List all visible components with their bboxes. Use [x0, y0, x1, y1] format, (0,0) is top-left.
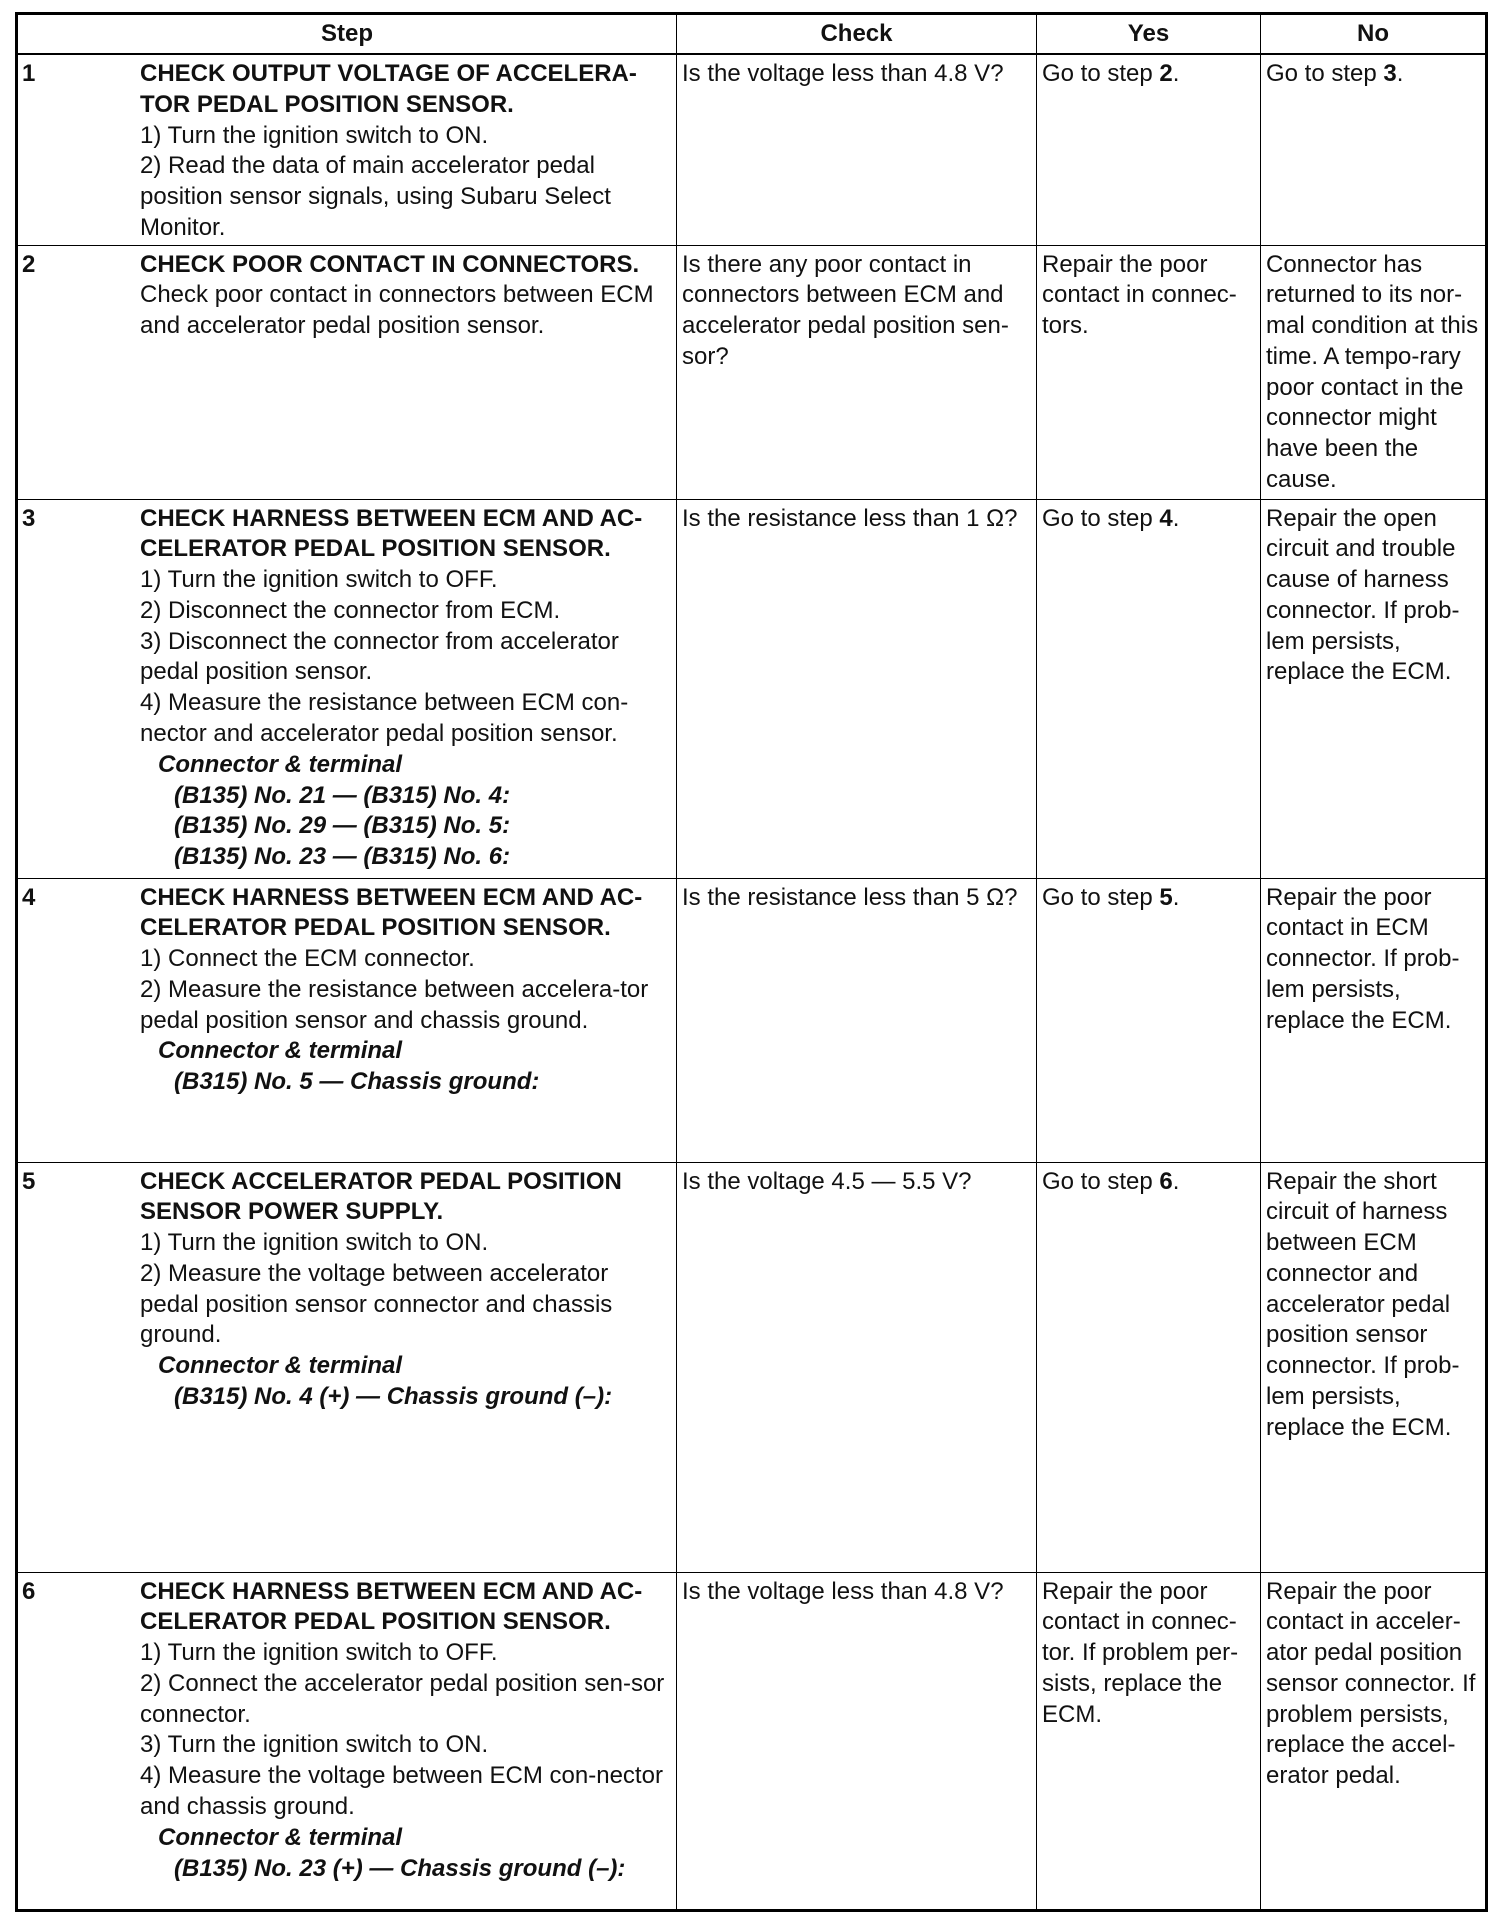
no-text: Repair the poor contact in acceler-ator pedal position sensor connector. If problem persists, replace the accel-erator pedal. [1266, 1577, 1476, 1790]
step-instruction: 1) Turn the ignition switch to OFF. [140, 1639, 498, 1667]
connector-value: (B135) No. 23 (+) — Chassis ground (–): [174, 1854, 626, 1882]
header-no: No [1261, 14, 1487, 55]
no-step-ref: 3 [1383, 60, 1397, 87]
yes-cell [1037, 499, 1261, 878]
table-row [17, 1162, 1487, 1572]
no-cell [1261, 1162, 1487, 1572]
step-title: CHECK HARNESS BETWEEN ECM AND AC-CELERATOR PEDAL POSITION SENSOR. [140, 504, 643, 563]
table-row [17, 1572, 1487, 1910]
check-cell [677, 54, 1037, 245]
yes-suffix: . [1172, 883, 1180, 911]
step-body [140, 1163, 676, 1572]
no-cell [1261, 499, 1487, 878]
yes-cell [1037, 1572, 1261, 1910]
yes-text: Go to step [1042, 1167, 1160, 1195]
yes-text: Repair the poor contact in connec-tors. [1042, 250, 1237, 340]
step-title: CHECK ACCELERATOR PEDAL POSITION SENSOR POWER SUPPLY. [140, 1167, 622, 1226]
yes-step-ref: 6 [1159, 1167, 1173, 1195]
no-text: Repair the open circuit and trouble cause of harness connector. If prob-lem persists, replace the ECM. [1266, 504, 1460, 686]
step-cell [17, 54, 677, 245]
no-suffix: . [1396, 60, 1404, 87]
yes-suffix: . [1172, 1167, 1180, 1195]
table-row [17, 54, 1487, 245]
connector-value: (B135) No. 29 — (B315) No. 5: [174, 812, 511, 840]
connector-value: (B315) No. 5 — Chassis ground: [174, 1068, 540, 1096]
yes-suffix: . [1172, 60, 1180, 87]
no-cell [1261, 54, 1487, 245]
step-title: CHECK OUTPUT VOLTAGE OF ACCELERA-TOR PEDAL POSITION SENSOR. [140, 60, 637, 118]
step-cell [17, 878, 677, 1162]
step-number: 3 [22, 504, 36, 532]
yes-suffix: . [1172, 504, 1180, 532]
step-number: 2 [22, 250, 36, 278]
step-instruction: 1) Turn the ignition switch to OFF. [140, 566, 498, 594]
no-text: Repair the poor contact in ECM connector. If prob-lem persists, replace the ECM. [1266, 883, 1460, 1034]
header-row [17, 14, 1487, 55]
table-row [17, 499, 1487, 878]
check-cell [677, 878, 1037, 1162]
yes-step-ref: 4 [1159, 504, 1173, 532]
step-cell [17, 1162, 677, 1572]
step-body [140, 55, 676, 245]
step-body [140, 500, 676, 878]
step-title: CHECK HARNESS BETWEEN ECM AND AC-CELERATOR PEDAL POSITION SENSOR. [140, 883, 643, 942]
check-text: Is the voltage less than 4.8 V? [682, 60, 1004, 87]
step-body [140, 1573, 676, 1909]
yes-cell [1037, 245, 1261, 499]
connector-label: Connector & terminal [158, 1352, 403, 1380]
step-number: 1 [22, 60, 36, 87]
step-instruction: 3) Turn the ignition switch to ON. [140, 1731, 489, 1759]
check-cell [677, 499, 1037, 878]
header-step: Step [17, 14, 677, 55]
step-instruction: 2) Measure the voltage between accelerator pedal position sensor connector and chassis ground. [140, 1259, 613, 1349]
connector-value: (B135) No. 23 — (B315) No. 6: [174, 843, 511, 871]
check-cell [677, 1572, 1037, 1910]
yes-cell [1037, 878, 1261, 1162]
step-instruction: 2) Disconnect the connector from ECM. [140, 596, 561, 624]
no-cell [1261, 878, 1487, 1162]
check-cell [677, 245, 1037, 499]
step-number: 6 [22, 1577, 36, 1605]
no-cell [1261, 245, 1487, 499]
connector-value: (B135) No. 21 — (B315) No. 4: [174, 781, 511, 809]
no-text: Repair the short circuit of harness between ECM connector and accelerator pedal position sensor connector. If prob-lem persists, replace the ECM. [1266, 1167, 1460, 1441]
yes-cell [1037, 1162, 1261, 1572]
step-instruction: 4) Measure the resistance between ECM con-nector and accelerator pedal position sensor. [140, 689, 629, 748]
step-instruction: 2) Read the data of main accelerator pedal position sensor signals, using Subaru Select Monitor. [140, 152, 611, 241]
yes-text: Go to step [1042, 504, 1160, 532]
step-cell [17, 499, 677, 878]
step-number: 4 [22, 883, 36, 911]
yes-step-ref: 2 [1159, 60, 1173, 87]
step-instruction: 1) Connect the ECM connector. [140, 945, 475, 973]
step-body [140, 246, 676, 499]
step-title: CHECK POOR CONTACT IN CONNECTORS. [140, 250, 640, 278]
step-body [140, 879, 676, 1162]
step-instruction: 3) Disconnect the connector from accelerator pedal position sensor. [140, 627, 619, 686]
step-cell [17, 245, 677, 499]
no-cell [1261, 1572, 1487, 1910]
no-text: Go to step [1266, 60, 1384, 87]
step-title: CHECK HARNESS BETWEEN ECM AND AC-CELERATOR PEDAL POSITION SENSOR. [140, 1577, 643, 1636]
step-instruction: 1) Turn the ignition switch to ON. [140, 1229, 489, 1257]
check-text: Is the voltage less than 4.8 V? [682, 1577, 1004, 1605]
connector-label: Connector & terminal [158, 1823, 403, 1851]
yes-text: Go to step [1042, 883, 1160, 911]
table-row [17, 878, 1487, 1162]
step-instruction: 2) Connect the accelerator pedal position sen-sor connector. [140, 1669, 665, 1728]
check-text: Is the resistance less than 1 Ω? [682, 504, 1018, 532]
check-text: Is there any poor contact in connectors between ECM and accelerator pedal position sen-sor? [682, 250, 1009, 370]
step-instruction: 4) Measure the voltage between ECM con-nector and chassis ground. [140, 1762, 663, 1821]
step-number: 5 [22, 1167, 36, 1195]
table-row [17, 245, 1487, 499]
step-instruction: 1) Turn the ignition switch to ON. [140, 121, 489, 149]
yes-cell [1037, 54, 1261, 245]
yes-text: Go to step [1042, 60, 1160, 87]
connector-value: (B315) No. 4 (+) — Chassis ground (–): [174, 1383, 613, 1411]
no-text: Connector has returned to its nor-mal condition at this time. A tempo-rary poor contact in the connector might have been the cause. [1266, 250, 1479, 494]
connector-label: Connector & terminal [158, 1037, 403, 1065]
connector-label: Connector & terminal [158, 750, 403, 778]
header-yes: Yes [1037, 14, 1261, 55]
check-cell [677, 1162, 1037, 1572]
step-instruction: 2) Measure the resistance between accelera-tor pedal position sensor and chassis ground. [140, 975, 649, 1034]
yes-step-ref: 5 [1159, 883, 1173, 911]
step-cell [17, 1572, 677, 1910]
step-instruction: Check poor contact in connectors between ECM and accelerator pedal position sensor. [140, 281, 654, 340]
diagnostic-table [15, 12, 1488, 1912]
yes-text: Repair the poor contact in connec-tor. If problem per-sists, replace the ECM. [1042, 1577, 1239, 1728]
check-text: Is the resistance less than 5 Ω? [682, 883, 1018, 911]
check-text: Is the voltage 4.5 — 5.5 V? [682, 1167, 972, 1195]
header-check: Check [677, 14, 1037, 55]
